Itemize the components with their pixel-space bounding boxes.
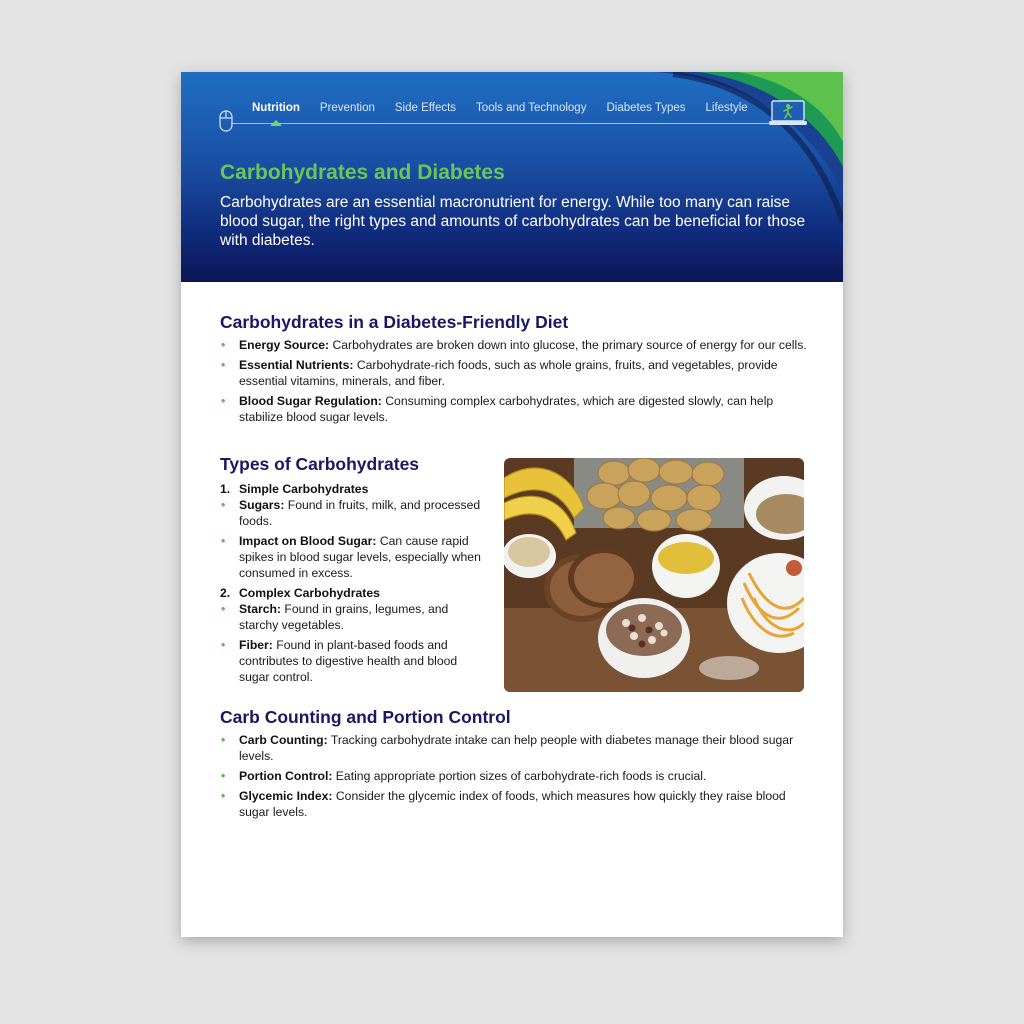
bullet-text: Found in plant-based foods and contributes to digestive health and blood sugar control. <box>239 638 458 684</box>
item-number: 2. <box>220 586 231 600</box>
bullet-term: Sugars: <box>239 498 285 512</box>
list-item <box>220 732 810 764</box>
top-nav <box>252 100 768 116</box>
section-heading: Types of Carbohydrates <box>220 454 420 474</box>
bullet-term: Carb Counting: <box>239 733 328 747</box>
list-item <box>220 533 490 581</box>
header-banner <box>181 72 843 282</box>
section-heading: Carbohydrates in a Diabetes-Friendly Diet <box>220 312 569 332</box>
bullet-text: Found in fruits, milk, and processed foods. <box>239 498 481 528</box>
item-label: Complex Carbohydrates <box>239 586 380 600</box>
bullet-term: Starch: <box>239 602 281 616</box>
laptop-icon[interactable] <box>769 99 807 127</box>
section-diabetes-friendly-diet <box>220 312 810 429</box>
numbered-item-complex <box>220 585 490 601</box>
bullet-text: Consuming complex carbohydrates, which are digested slowly, can help stabilize blood sugar levels. <box>239 394 774 424</box>
list-item <box>220 497 490 529</box>
section-carb-counting <box>220 707 810 824</box>
bullet-term: Fiber: <box>239 638 273 652</box>
bullet-term: Glycemic Index: <box>239 789 333 803</box>
counting-bullet-list <box>220 732 810 820</box>
item-label: Simple Carbohydrates <box>239 482 369 496</box>
bullet-text: Tracking carbohydrate intake can help people with diabetes manage their blood sugar levels. <box>239 733 794 763</box>
simple-carbs-bullet-list <box>220 497 490 581</box>
bullet-text: Found in grains, legumes, and starchy vegetables. <box>239 602 449 632</box>
section-types-of-carbohydrates <box>220 454 490 689</box>
list-item <box>220 337 810 353</box>
numbered-item-simple <box>220 481 490 497</box>
item-number: 1. <box>220 482 231 496</box>
list-item <box>220 788 810 820</box>
list-item <box>220 357 810 389</box>
diet-bullet-list <box>220 337 810 425</box>
document-page <box>181 72 843 937</box>
list-item <box>220 393 810 425</box>
carbohydrate-foods-photo <box>504 458 804 692</box>
bullet-text: Eating appropriate portion sizes of carbohydrate-rich foods is crucial. <box>332 769 707 783</box>
nav-item-tools-technology[interactable]: Tools and Technology <box>476 102 587 114</box>
page-title: Carbohydrates and Diabetes <box>220 161 505 184</box>
bullet-term: Energy Source: <box>239 338 330 352</box>
bullet-term: Portion Control: <box>239 769 333 783</box>
nav-underline <box>231 123 771 124</box>
list-item <box>220 637 490 685</box>
nav-item-nutrition[interactable]: Nutrition <box>252 102 300 114</box>
list-item <box>220 601 490 633</box>
intro-text: Carbohydrates are an essential macronutrient for energy. While too many can raise blood sugar, the right types and amounts of carbohydrates can be beneficial for those with diabetes. <box>220 194 806 249</box>
nav-item-lifestyle[interactable]: Lifestyle <box>705 102 748 114</box>
bullet-term: Impact on Blood Sugar: <box>239 534 377 548</box>
bullet-text: Can cause rapid spikes in blood sugar levels, especially when consumed in excess. <box>239 534 481 580</box>
nav-item-diabetes-types[interactable]: Diabetes Types <box>606 102 686 114</box>
bullet-term: Blood Sugar Regulation: <box>239 394 382 408</box>
complex-carbs-bullet-list <box>220 601 490 685</box>
nav-item-side-effects[interactable]: Side Effects <box>394 102 457 114</box>
section-heading: Carb Counting and Portion Control <box>220 707 511 727</box>
bullet-term: Essential Nutrients: <box>239 358 354 372</box>
bullet-text: Consider the glycemic index of foods, which measures how quickly they raise blood sugar levels. <box>239 789 786 819</box>
list-item <box>220 768 810 784</box>
mouse-icon <box>219 110 233 132</box>
bullet-text: Carbohydrates are broken down into glucose, the primary source of energy for our cells. <box>329 338 807 352</box>
bullet-text: Carbohydrate-rich foods, such as whole grains, fruits, and vegetables, provide essential vitamins, minerals, and fiber. <box>239 358 778 388</box>
nav-item-prevention[interactable]: Prevention <box>319 102 375 114</box>
